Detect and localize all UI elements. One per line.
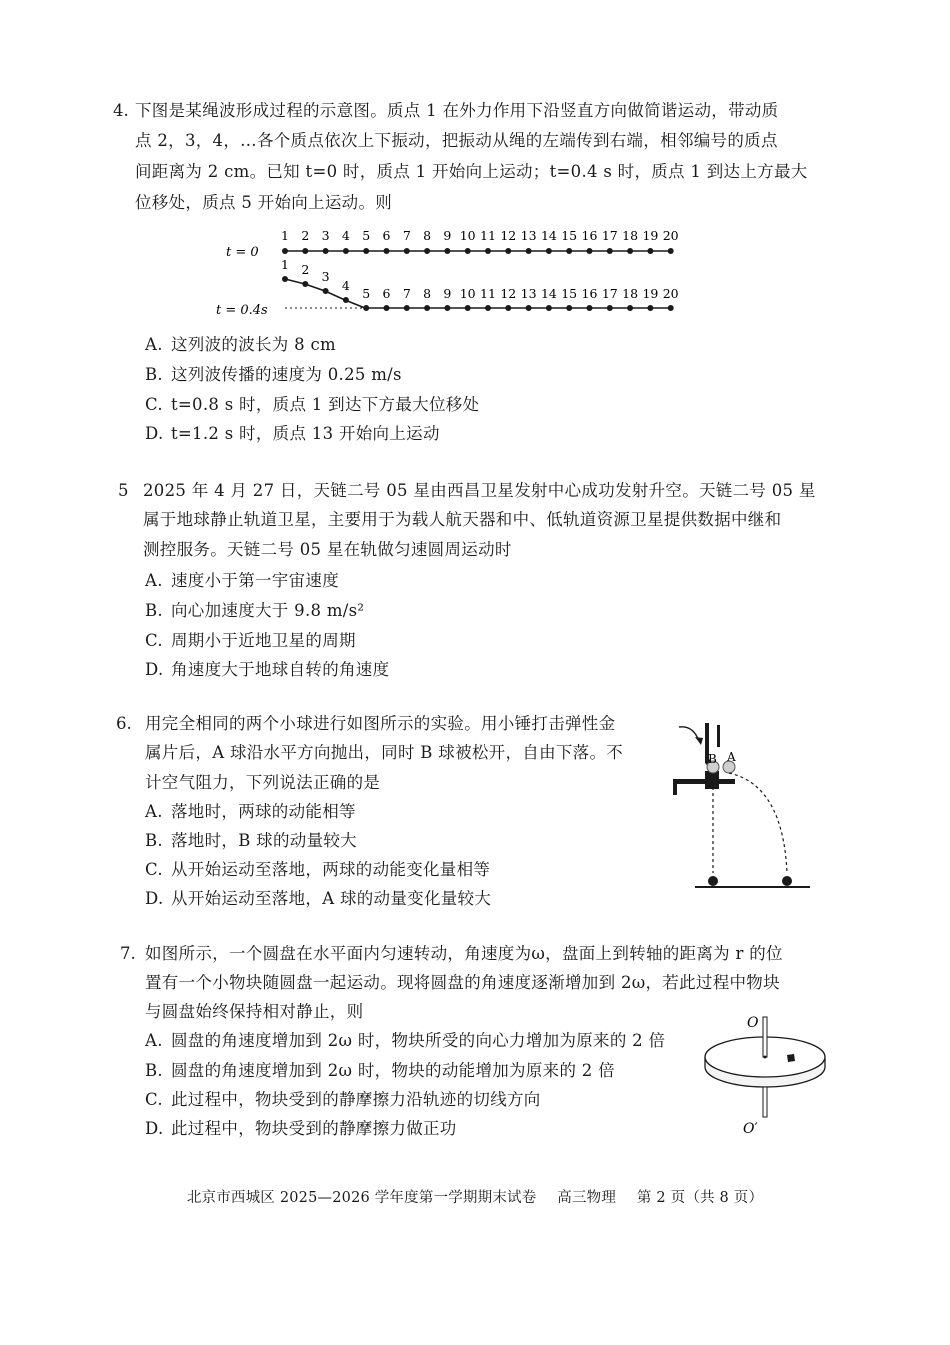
point-label: 13 [520,228,537,243]
rope-point [424,248,430,254]
point-label: 11 [480,286,496,301]
rope-point [424,305,430,311]
point-label: 17 [601,228,618,243]
rope-point [282,248,288,254]
point-label: 19 [642,228,659,243]
rope-point [647,305,653,311]
point-label: 2 [301,228,310,243]
rope-point [444,305,450,311]
rope-point [546,248,552,254]
axis-top-label: O [747,1015,759,1031]
point-label: 5 [362,228,371,243]
axis-upper [763,1017,767,1057]
option-c[interactable]: C. 从开始运动至落地，两球的动能变化量相等 [145,860,491,879]
rope-point [485,248,491,254]
point-label: 14 [540,286,557,301]
point-label: 18 [622,286,639,301]
rope-point [627,305,633,311]
option-d[interactable]: D. 角速度大于地球自转的角速度 [145,660,390,679]
rope-point [444,248,450,254]
rope-point [566,305,572,311]
rope-point [668,248,674,254]
point-label: 9 [443,228,452,243]
small-block [787,1054,795,1062]
rope-point [282,276,288,282]
point-label: 3 [321,269,330,284]
point-label: 15 [561,228,578,243]
arrowhead-icon [695,737,703,745]
option-b[interactable]: B. 向心加速度大于 9.8 m/s² [145,601,365,620]
ball-b-end [708,876,718,886]
question-text-line: 如图所示，一个圆盘在水平面内匀速转动，角速度为ω，盘面上到转轴的距离为 r 的位 [145,944,783,963]
point-label: 19 [642,286,659,301]
point-label: 1 [281,257,289,272]
option-b[interactable]: B. 落地时，B 球的动量较大 [145,831,357,850]
point-label: 14 [540,228,557,243]
point-label: 2 [301,262,310,277]
disc-center [764,1056,767,1059]
point-label: 1 [281,228,289,243]
question-number: 6. [116,714,132,733]
subject: 高三物理 [557,1190,617,1206]
platform-leg [673,779,677,795]
ball-a-end [782,876,792,886]
rope-point [566,248,572,254]
point-label: 10 [459,286,476,301]
rope-point [404,248,410,254]
rope-point [343,297,349,303]
rope-point [526,248,532,254]
point-label: 13 [520,286,537,301]
question-text-line: 2025 年 4 月 27 日，天链二号 05 星由西昌卫星发射中心成功发射升空。天链二号 05 星 [143,481,816,500]
rope-point [505,305,511,311]
rope-point [465,305,471,311]
point-label: 4 [341,228,350,243]
point-label: 3 [321,228,330,243]
option-a[interactable]: A. 落地时，两球的动能相等 [145,802,356,821]
point-label: 8 [423,228,432,243]
question-text-line: 下图是某绳波形成过程的示意图。质点 1 在外力作用下沿竖直方向做简谐运动，带动质 [135,101,779,120]
option-d[interactable]: D. t=1.2 s 时，质点 13 开始向上运动 [145,424,440,443]
point-label: 4 [341,278,350,293]
rope-point [505,248,511,254]
projectile-path [729,773,787,873]
question-text-line: 属片后，A 球沿水平方向抛出，同时 B 球被松开，自由下落。不 [145,743,624,762]
point-label: 6 [382,228,391,243]
hammer-arrow-icon [679,727,699,741]
rope-point [607,248,613,254]
point-label: 12 [500,228,517,243]
platform [673,779,735,784]
projectile-experiment-figure [665,715,815,895]
point-label: 5 [362,286,371,301]
question-text-line: 计空气阻力，下列说法正确的是 [145,773,381,792]
page-number: 第 2 页（共 8 页） [636,1190,764,1206]
question-text-line: 属于地球静止轨道卫星，主要用于为载人航天器和中、低轨道资源卫星提供数据中继和 [143,510,782,529]
point-label: 16 [581,228,598,243]
axis-bottom-label: O′ [743,1121,758,1137]
option-c[interactable]: C. t=0.8 s 时，质点 1 到达下方最大位移处 [145,395,480,414]
point-label: 8 [423,286,432,301]
rotating-disc-figure [695,1005,835,1140]
rope-point [302,281,308,287]
question-text-line: 间距离为 2 cm。已知 t=0 时，质点 1 开始向上运动；t=0.4 s 时，质点 1 到达上方最大 [135,162,808,181]
question-text-line: 用完全相同的两个小球进行如图所示的实验。用小锤打击弹性金 [145,714,616,733]
option-d[interactable]: D. 此过程中，物块受到的静摩擦力做正功 [145,1119,457,1138]
rope-wave-figure [210,222,690,322]
option-a[interactable]: A. 速度小于第一宇宙速度 [145,571,339,590]
rope-point [607,305,613,311]
rope-point [323,288,329,294]
rope-point [485,305,491,311]
point-label: 16 [581,286,598,301]
support-post [717,725,720,747]
option-a[interactable]: A. 圆盘的角速度增加到 2ω 时，物块所受的向心力增加为原来的 2 倍 [145,1031,666,1050]
option-a[interactable]: A. 这列波的波长为 8 cm [145,335,336,354]
rope-point [647,248,653,254]
point-label: 6 [382,286,391,301]
question-text-line: 与圆盘始终保持相对静止，则 [145,1002,364,1021]
axis-lower [763,1087,767,1117]
point-label: 7 [402,286,411,301]
row2-label: t = 0.4s [216,303,268,318]
point-label: 12 [500,286,517,301]
rope-point [343,248,349,254]
clamp-block [705,771,719,789]
rope-point [323,248,329,254]
point-labels-t04 [281,257,679,301]
rope-point [302,248,308,254]
option-b[interactable]: B. 这列波传播的速度为 0.25 m/s [145,365,402,384]
rope-point [587,248,593,254]
question-number: 7. [120,944,136,963]
option-c[interactable]: C. 此过程中，物块受到的静摩擦力沿轨迹的切线方向 [145,1090,541,1109]
question-text-line: 点 2，3，4，…各个质点依次上下振动，把振动从绳的左端传到右端，相邻编号的质点 [135,131,778,150]
page-footer [0,1186,950,1207]
rope-point [526,305,532,311]
ball-a-label: A [727,750,736,764]
rope-point [384,248,390,254]
point-label: 17 [601,286,618,301]
question-text-line: 测控服务。天链二号 05 星在轨做匀速圆周运动时 [143,540,512,559]
point-label: 10 [459,228,476,243]
option-c[interactable]: C. 周期小于近地卫星的周期 [145,631,356,650]
rope-point [404,305,410,311]
rope-point [363,305,369,311]
question-text-line: 位移处，质点 5 开始向上运动。则 [135,193,393,212]
point-label: 15 [561,286,578,301]
question-text-line: 置有一个小物块随圆盘一起运动。现将圆盘的角速度逐渐增加到 2ω，若此过程中物块 [145,973,780,992]
rope-point [363,248,369,254]
point-label: 20 [662,228,679,243]
rope-point [384,305,390,311]
rope-point [668,305,674,311]
point-label: 9 [443,286,452,301]
rope-point [465,248,471,254]
option-d[interactable]: D. 从开始运动至落地，A 球的动量变化量较大 [145,889,492,908]
question-number: 5 [118,481,129,500]
point-label: 7 [402,228,411,243]
point-labels-t0 [281,228,679,243]
ball-b-label: B [708,752,717,766]
question-number: 4. [113,101,129,120]
point-label: 18 [622,228,639,243]
point-label: 20 [662,286,679,301]
option-b[interactable]: B. 圆盘的角速度增加到 2ω 时，物块的动能增加为原来的 2 倍 [145,1061,615,1080]
row1-label: t = 0 [226,245,259,260]
rope-point [627,248,633,254]
point-label: 11 [480,228,496,243]
exam-title: 北京市西城区 2025—2026 学年度第一学期期末试卷 [186,1190,537,1206]
rope-point [587,305,593,311]
rope-point [546,305,552,311]
